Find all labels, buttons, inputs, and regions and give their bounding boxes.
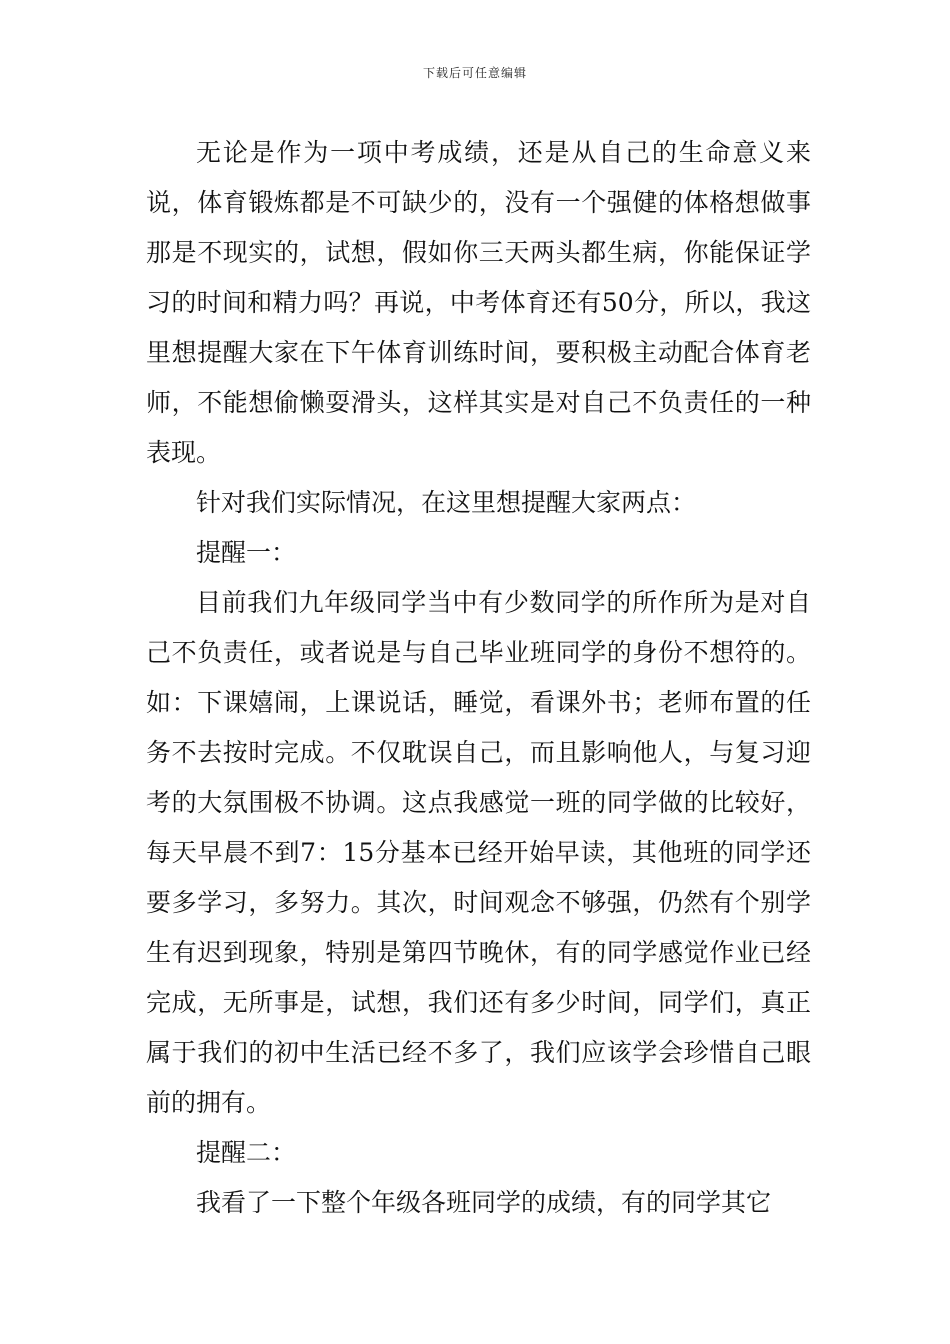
- paragraph-two-reminders-intro: 针对我们实际情况，在这里想提醒大家两点：: [196, 488, 697, 517]
- document-body: [146, 128, 811, 1228]
- paragraph-reminder-one-body: 目前我们九年级同学当中有少数同学的所作所为是对自己不负责任，或者说是与自己毕业班同学的身份不想符的。如：下课嬉闹，上课说话，睡觉，看课外书；老师布置的任务不去按时完成。不仅耽误自己，而且影响他人，与复习迎考的大氛围极不协调。这点我感觉一班的同学做的比较好，每天早晨不到7：15分基本已经开始早读，其他班的同学还要多学习，多努力。其次，时间观念不够强，仍然有个别学生有迟到现象，特别是第四节晚休，有的同学感觉作业已经完成，无所事是，试想，我们还有多少时间，同学们，真正属于我们的初中生活已经不多了，我们应该学会珍惜自己眼前的拥有。: [146, 588, 811, 1117]
- paragraph-reminder-two-body: 我看了一下整个年级各班同学的成绩，有的同学其它: [196, 1188, 772, 1217]
- paragraph-sports-importance: 无论是作为一项中考成绩，还是从自己的生命意义来说，体育锻炼都是不可缺少的，没有一个强健的体格想做事那是不现实的，试想，假如你三天两头都生病，你能保证学习的时间和精力吗？再说，中考体育还有50分，所以，我这里想提醒大家在下午体育训练时间，要积极主动配合体育老师，不能想偷懒耍滑头，这样其实是对自己不负责任的一种表现。: [146, 138, 811, 467]
- heading-reminder-one: 提醒一：: [196, 538, 297, 567]
- page-header: 下载后可任意编辑: [422, 66, 527, 80]
- heading-reminder-two: 提醒二：: [196, 1138, 297, 1167]
